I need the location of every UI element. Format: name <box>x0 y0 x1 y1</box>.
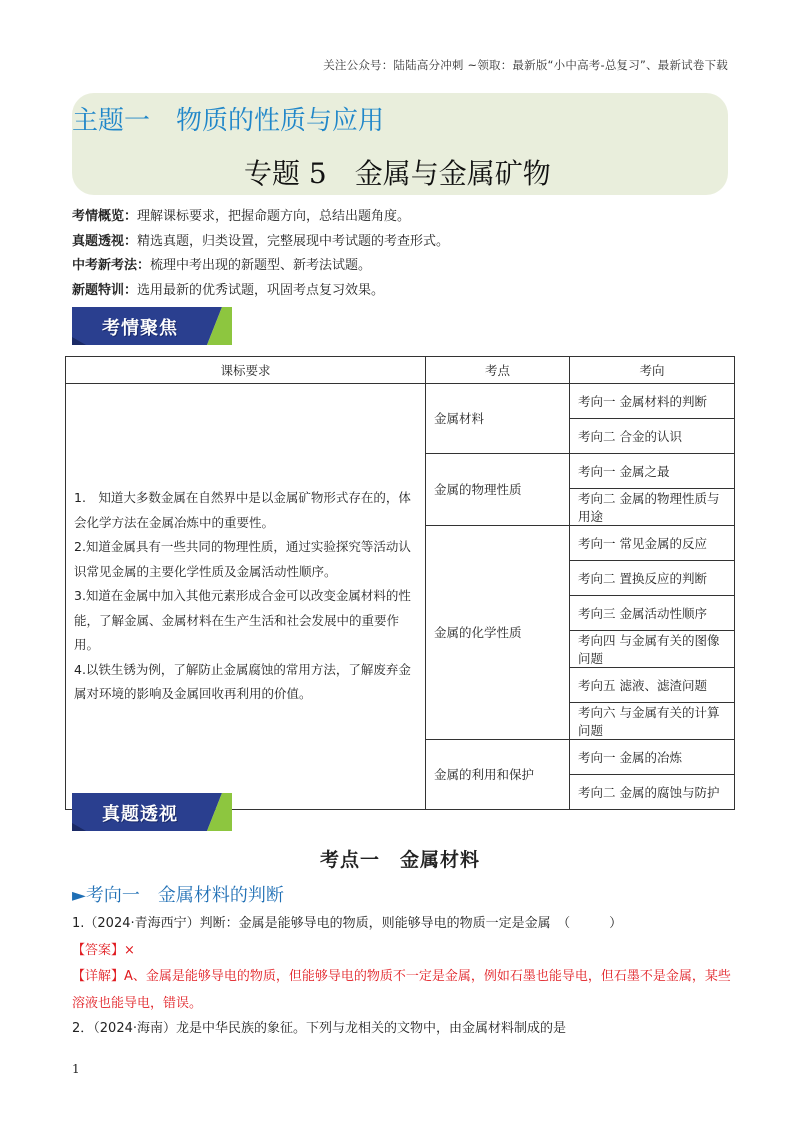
direction-cell: 考向二 合金的认识 <box>570 419 735 454</box>
requirement-item: 3.知道在金属中加入其他元素形成合金可以改变金属材料的性能，了解金属、金属材料在生产生活和社会发展中的重要作用。 <box>74 588 411 653</box>
intro-list <box>72 205 449 303</box>
intro-text: 理解课标要求，把握命题方向，总结出题角度。 <box>137 209 411 224</box>
intro-key: 中考新考法： <box>72 258 151 273</box>
banner-focus-label: 考情聚焦 <box>102 318 178 339</box>
requirement-item: 4.以铁生锈为例，了解防止金属腐蚀的常用方法，了解废弃金属对环境的影响及金属回收再利用的价值。 <box>74 661 411 702</box>
direction-cell: 考向一 常见金属的反应 <box>570 526 735 561</box>
syllabus-table <box>65 356 735 810</box>
intro-line <box>72 230 449 255</box>
direction-cell: 考向六 与金属有关的计算问题 <box>570 703 735 740</box>
banner-focus <box>72 307 232 345</box>
special-title: 专题 5 金属与金属矿物 <box>244 157 551 190</box>
answer-label: 【答案】 <box>72 943 125 958</box>
direction-cell: 考向一 金属的冶炼 <box>570 740 735 775</box>
table-row <box>66 384 735 419</box>
requirement-item: 1. 知道大多数金属在自然界中是以金属矿物形式存在的，体会化学方法在金属冶炼中的重要性。 <box>74 490 411 530</box>
detail-block <box>72 963 732 1017</box>
intro-line <box>72 279 449 304</box>
intro-key: 新题特训： <box>72 282 138 298</box>
intro-line <box>72 254 449 279</box>
direction-cell: 考向二 金属的腐蚀与防护 <box>570 775 735 810</box>
question-1: 1.（2024·青海西宁）判断：金属是能够导电的物质，则能够导电的物质一定是金属 （ ） <box>72 916 623 931</box>
intro-text: 梳理中考出现的新题型、新考法试题。 <box>150 258 372 273</box>
header-note: 关注公众号：陆陆高分冲刺 ~领取：最新版“小中高考-总复习”、最新试卷下载 <box>323 58 728 72</box>
question-2: 2．（2024·海南）龙是中华民族的象征。下列与龙相关的文物中，由金属材料制成的是 <box>72 1021 566 1036</box>
point-cell: 金属的物理性质 <box>426 454 570 526</box>
page-number: 1 <box>72 1062 80 1076</box>
intro-key: 真题透视： <box>72 233 138 249</box>
answer-line <box>72 937 732 964</box>
table-header-cell: 考点 <box>426 357 570 384</box>
direction-cell: 考向一 金属材料的判断 <box>570 384 735 419</box>
intro-key: 考情概览： <box>72 209 138 224</box>
banner-real-label: 真题透视 <box>102 804 178 825</box>
topic-title: 主题一 物质的性质与应用 <box>72 106 385 136</box>
point-cell: 金属的化学性质 <box>426 526 570 740</box>
answer-value: × <box>124 943 135 958</box>
table-header-cell: 课标要求 <box>66 357 426 384</box>
detail-text: A、金属是能够导电的物质，但能够导电的物质不一定是金属，例如石墨也能导电，但石墨不是金属，某些溶液也能导电，错误。 <box>72 969 731 1011</box>
table-header-cell: 考向 <box>570 357 735 384</box>
direction-cell: 考向一 金属之最 <box>570 454 735 489</box>
table-header-row <box>66 357 735 384</box>
section-title: 考点一 金属材料 <box>319 849 480 871</box>
direction-cell: 考向三 金属活动性顺序 <box>570 596 735 631</box>
banner-real <box>72 793 232 831</box>
direction-heading: ►考向一 金属材料的判断 <box>72 885 284 906</box>
intro-text: 精选真题，归类设置，完整展现中考试题的考查形式。 <box>137 233 450 249</box>
intro-line <box>72 205 449 230</box>
point-cell: 金属材料 <box>426 384 570 454</box>
direction-cell: 考向五 滤液、滤渣问题 <box>570 668 735 703</box>
intro-text: 选用最新的优秀试题，巩固考点复习效果。 <box>137 282 385 298</box>
requirements-cell <box>66 384 426 810</box>
detail-label: 【详解】 <box>72 969 125 984</box>
direction-cell: 考向二 金属的物理性质与用途 <box>570 489 735 526</box>
point-cell: 金属的利用和保护 <box>426 740 570 810</box>
requirement-item: 2.知道金属具有一些共同的物理性质，通过实验探究等活动认识常见金属的主要化学性质及金属活动性顺序。 <box>74 539 411 579</box>
direction-cell: 考向四 与金属有关的图像问题 <box>570 631 735 668</box>
direction-cell: 考向二 置换反应的判断 <box>570 561 735 596</box>
